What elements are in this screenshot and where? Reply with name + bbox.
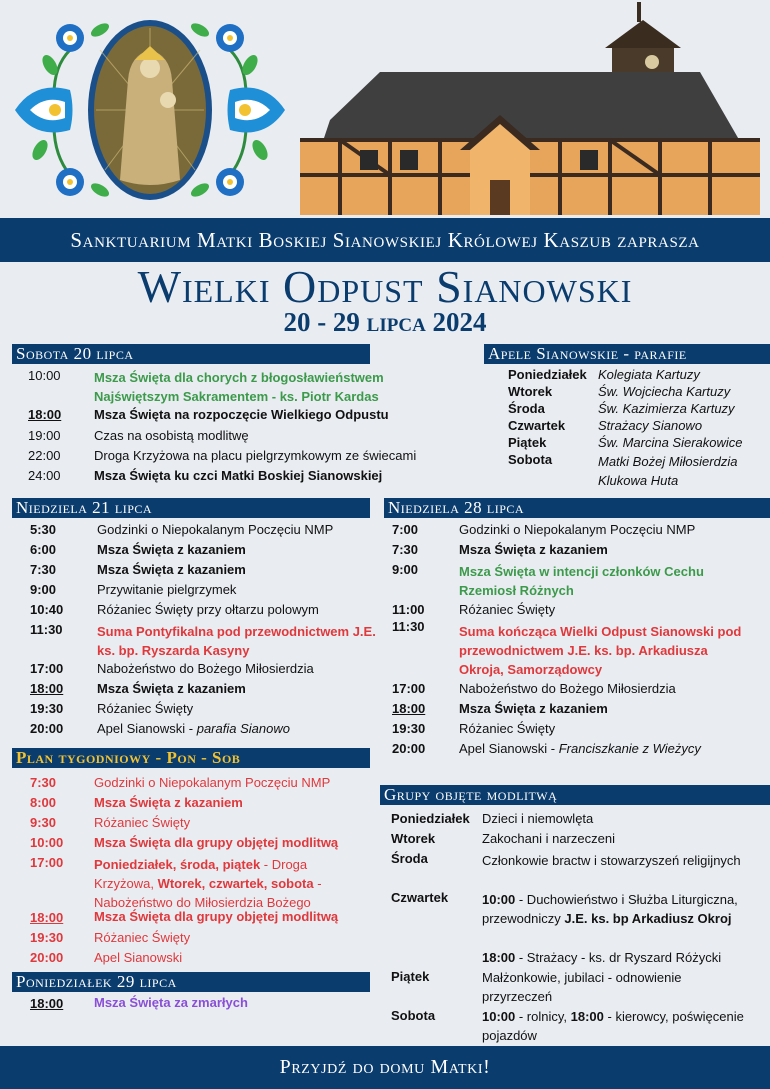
apele-place: Strażacy Sianowo bbox=[598, 418, 703, 433]
schedule-text: Nabożeństwo do Bożego Miłosierdzia bbox=[459, 681, 676, 696]
schedule-time: 20:00 bbox=[30, 950, 64, 965]
schedule-text: Msza Święta na rozpoczęcie Wielkiego Odpustu bbox=[94, 407, 389, 422]
grupy-text: Dzieci i niemowlęta bbox=[482, 811, 594, 826]
grupy-day: Piątek bbox=[391, 969, 430, 984]
apele-day: Wtorek bbox=[508, 384, 553, 399]
schedule-time: 19:00 bbox=[28, 428, 61, 443]
grupy-text: Małżonkowie, jubilaci - odnowienie przyrzeczeń bbox=[482, 970, 682, 1004]
section-header-plan: Plan tygodniowy - Pon - Sob bbox=[12, 748, 370, 768]
schedule-text: Różaniec Święty bbox=[97, 701, 194, 716]
grupy-time: 18:00 bbox=[482, 950, 516, 965]
section-header-apele: Apele Sianowskie - parafie bbox=[484, 344, 770, 364]
grupy-text bbox=[482, 948, 757, 967]
apele-place: Matki Bożej Miłosierdzia Klukowa Huta bbox=[598, 454, 738, 488]
church-photo bbox=[300, 0, 760, 215]
apele-day: Piątek bbox=[508, 435, 547, 450]
schedule-time: 17:00 bbox=[392, 681, 426, 696]
schedule-time: 19:30 bbox=[30, 701, 64, 716]
section-header-niedziela-28: Niedziela 28 lipca bbox=[384, 498, 770, 518]
apele-day: Sobota bbox=[508, 452, 553, 467]
section-header-niedziela-21: Niedziela 21 lipca bbox=[12, 498, 370, 518]
schedule-text: Różaniec Święty bbox=[94, 930, 191, 945]
plan-activity-b: - Nabożeństwo do Miłosierdzia Bożego bbox=[94, 876, 322, 910]
grupy-desc: - rolnicy, bbox=[515, 1009, 571, 1024]
plan-days-b: Wtorek, czwartek, sobota bbox=[157, 876, 314, 891]
schedule-time: 20:00 bbox=[392, 741, 426, 756]
schedule-time: 19:30 bbox=[392, 721, 426, 736]
schedule-text: Różaniec Święty bbox=[459, 602, 556, 617]
schedule-time: 10:40 bbox=[30, 602, 64, 617]
schedule-time: 7:30 bbox=[30, 775, 57, 790]
apel-parish: parafia Sianowo bbox=[196, 721, 290, 736]
schedule-text: Przywitanie pielgrzymek bbox=[97, 582, 237, 597]
grupy-text: Zakochani i narzeczeni bbox=[482, 831, 615, 846]
schedule-time: 5:30 bbox=[30, 522, 57, 537]
schedule-text: Msza Święta dla grupy objętej modlitwą bbox=[94, 835, 339, 850]
schedule-text: Msza Święta z kazaniem bbox=[97, 542, 246, 557]
apele-place: Kolegiata Kartuzy bbox=[598, 367, 700, 382]
schedule-text: Apel Sianowski bbox=[94, 950, 183, 965]
schedule-time: 7:30 bbox=[392, 542, 419, 557]
grupy-text bbox=[482, 890, 757, 928]
schedule-time: 22:00 bbox=[28, 448, 61, 463]
schedule-text: Różaniec Święty przy ołtarzu polowym bbox=[97, 602, 319, 617]
schedule-text: Godzinki o Niepokalanym Poczęciu NMP bbox=[97, 522, 334, 537]
schedule-text: Droga Krzyżowa na placu pielgrzymkowym ze świecami bbox=[94, 448, 417, 463]
section-header-poniedzialek-29: Poniedziałek 29 lipca bbox=[12, 972, 370, 992]
schedule-time: 19:30 bbox=[30, 930, 64, 945]
schedule-time: 17:00 bbox=[30, 855, 64, 870]
page-title: Wielki Odpust Sianowski bbox=[137, 261, 633, 312]
schedule-time: 24:00 bbox=[28, 468, 61, 483]
schedule-time: 10:00 bbox=[30, 835, 64, 850]
schedule-time: 11:30 bbox=[392, 619, 425, 634]
plan-activity-a: - Droga Krzyżowa, bbox=[94, 857, 308, 891]
schedule-time: 6:00 bbox=[30, 542, 57, 557]
schedule-text: Godzinki o Niepokalanym Poczęciu NMP bbox=[94, 775, 331, 790]
apele-place: Św. Marcina Sierakowice bbox=[598, 435, 743, 450]
schedule-time: 7:30 bbox=[30, 562, 57, 577]
section-header-sobota: Sobota 20 lipca bbox=[12, 344, 370, 364]
apele-day: Środa bbox=[508, 401, 545, 416]
schedule-time: 7:00 bbox=[392, 522, 419, 537]
schedule-text: Czas na osobistą modlitwę bbox=[94, 428, 249, 443]
grupy-day: Sobota bbox=[391, 1008, 436, 1023]
schedule-time: 11:00 bbox=[392, 602, 425, 617]
schedule-time: 18:00 bbox=[392, 701, 426, 716]
grupy-day: Czwartek bbox=[391, 890, 449, 905]
apel-label: Apel Sianowski - bbox=[459, 741, 559, 756]
schedule-time: 9:30 bbox=[30, 815, 57, 830]
schedule-time: 18:00 bbox=[28, 407, 62, 422]
schedule-text: Msza Święta z kazaniem bbox=[459, 701, 608, 716]
schedule-time: 11:30 bbox=[30, 622, 63, 637]
grupy-day: Środa bbox=[391, 851, 428, 866]
schedule-text: Nabożeństwo do Bożego Miłosierdzia bbox=[97, 661, 314, 676]
grupy-day: Poniedziałek bbox=[391, 811, 470, 826]
grupy-desc: - kierowcy, poświęcenie pojazdów bbox=[482, 1009, 744, 1043]
schedule-text: Msza Święta z kazaniem bbox=[97, 681, 246, 696]
section-header-grupy: Grupy objęte modlitwą bbox=[380, 785, 770, 805]
grupy-day: Wtorek bbox=[391, 831, 436, 846]
grupy-time: 10:00 bbox=[482, 892, 516, 907]
schedule-text: Godzinki o Niepokalanym Poczęciu NMP bbox=[459, 522, 696, 537]
schedule-text: Msza Święta w intencji członków Cechu Rzemiosł Różnych bbox=[459, 564, 704, 598]
schedule-time: 9:00 bbox=[30, 582, 57, 597]
schedule-text: Msza Święta z kazaniem bbox=[97, 562, 246, 577]
schedule-text: Suma Pontyfikalna pod przewodnictwem J.E. ks. bp. Ryszarda Kasyny bbox=[97, 624, 376, 658]
apele-day: Czwartek bbox=[508, 418, 566, 433]
schedule-text: Msza Święta ku czci Matki Boskiej Sianowskiej bbox=[94, 468, 383, 483]
schedule-time: 20:00 bbox=[30, 721, 64, 736]
schedule-time: 10:00 bbox=[28, 368, 61, 383]
plan-days-a: Poniedziałek, środa, piątek bbox=[94, 857, 261, 872]
schedule-text bbox=[459, 741, 701, 757]
schedule-time: 18:00 bbox=[30, 910, 64, 925]
grupy-time: 18:00 bbox=[570, 1009, 604, 1024]
footer-banner: Przyjdź do domu Matki! bbox=[0, 1046, 770, 1089]
schedule-text: Msza Święta dla grupy objętej modlitwą bbox=[94, 909, 339, 924]
apele-place: Św. Kazimierza Kartuzy bbox=[598, 401, 735, 416]
grupy-desc: - Duchowieństwo i Służba Liturgiczna, przewodniczy bbox=[482, 892, 738, 926]
apele-place: Św. Wojciecha Kartuzy bbox=[598, 384, 731, 399]
madonna-emblem bbox=[10, 10, 290, 210]
grupy-time: 10:00 bbox=[482, 1009, 516, 1024]
schedule-text: Msza Święta dla chorych z błogosławieństwem Najświętszym Sakramentem - ks. Piotr Kardas bbox=[94, 370, 384, 404]
schedule-text: Różaniec Święty bbox=[459, 721, 556, 736]
schedule-text: Msza Święta za zmarłych bbox=[94, 995, 248, 1010]
schedule-time: 9:00 bbox=[392, 562, 419, 577]
schedule-text: Msza Święta z kazaniem bbox=[459, 542, 608, 557]
schedule-text bbox=[94, 855, 364, 912]
apele-day: Poniedziałek bbox=[508, 367, 587, 382]
schedule-time: 8:00 bbox=[30, 795, 57, 810]
schedule-text bbox=[97, 721, 290, 737]
apel-label: Apel Sianowski - bbox=[97, 721, 197, 736]
schedule-text: Msza Święta z kazaniem bbox=[94, 795, 243, 810]
schedule-time: 18:00 bbox=[30, 996, 64, 1011]
invitation-banner: Sanktuarium Matki Boskiej Sianowskiej Królowej Kaszub zaprasza bbox=[0, 218, 770, 262]
schedule-text: Różaniec Święty bbox=[94, 815, 191, 830]
grupy-desc: - Strażacy - ks. dr Ryszard Różycki bbox=[515, 950, 722, 965]
grupy-celebrant: J.E. ks. bp Arkadiusz Okroj bbox=[564, 911, 732, 926]
grupy-text bbox=[482, 1007, 747, 1045]
schedule-time: 18:00 bbox=[30, 681, 64, 696]
event-dates: 20 - 29 lipca 2024 bbox=[283, 307, 487, 337]
schedule-text: Suma kończąca Wielki Odpust Sianowski pod przewodnictwem J.E. ks. bp. Arkadiusza Okroja, Samorządowcy bbox=[459, 624, 742, 677]
apel-parish: Franciszkanie z Wieżycy bbox=[558, 741, 701, 756]
schedule-time: 17:00 bbox=[30, 661, 64, 676]
grupy-text: Członkowie bractw i stowarzyszeń religijnych bbox=[482, 853, 741, 868]
